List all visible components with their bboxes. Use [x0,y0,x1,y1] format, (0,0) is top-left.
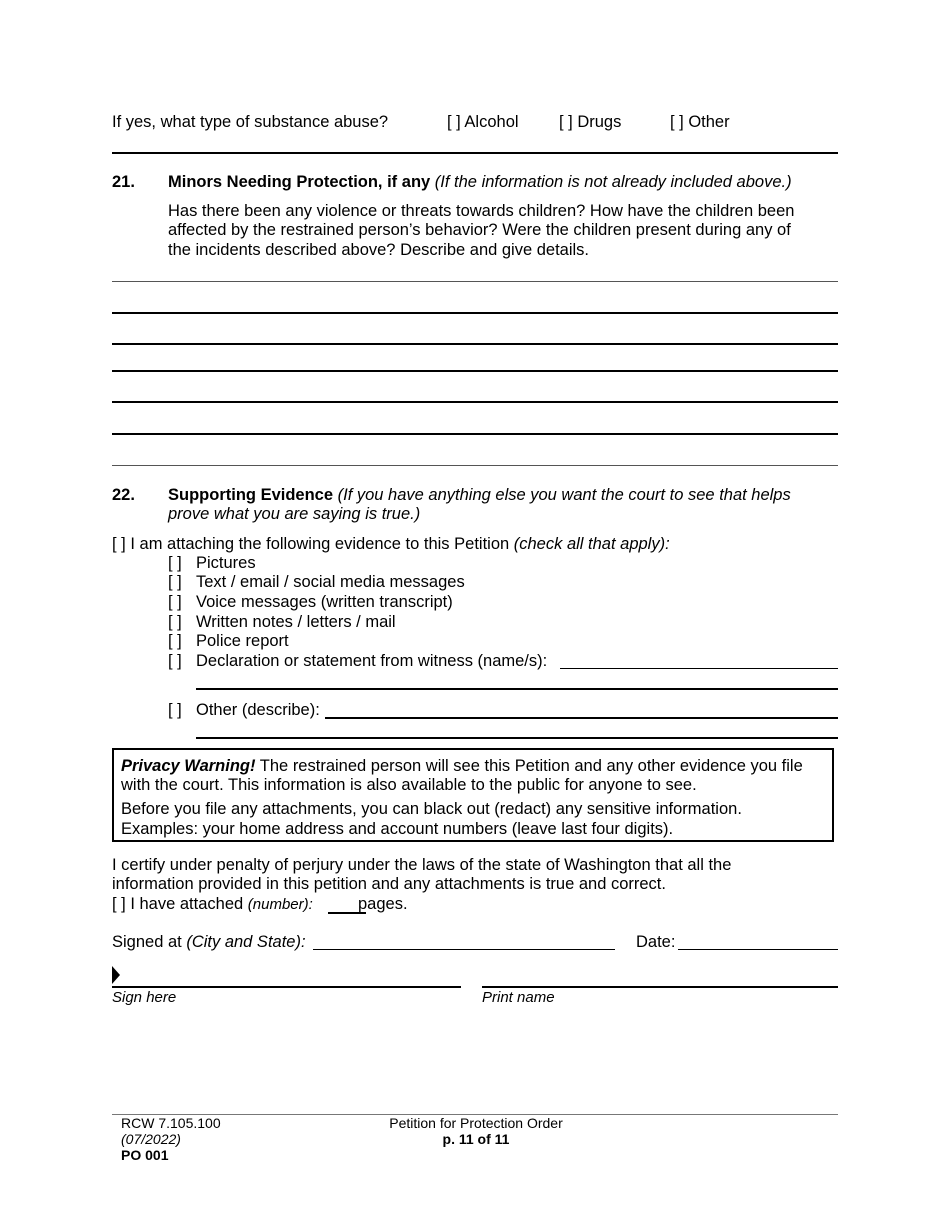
evidence-item-label: Written notes / letters / mail [196,613,396,631]
evidence-checkbox[interactable]: [ ] [168,652,182,670]
sign-arrow-icon [112,966,122,986]
date-field[interactable] [678,949,838,950]
footer-rcw: RCW 7.105.100 [121,1115,221,1131]
signed-at-label: Signed at [112,933,182,951]
attach-evidence-checkbox[interactable]: [ ] [112,535,126,553]
evidence-item-label: Pictures [196,554,256,572]
privacy-warning-text: The restrained person will see this Petition and any other evidence you file [259,757,803,775]
attached-pages-checkbox[interactable]: [ ] I have attached [112,895,244,913]
evidence-checkbox[interactable]: [ ] [168,573,182,591]
section21-heading [168,172,792,192]
evidence-checkbox[interactable]: [ ] [168,554,182,572]
footer-form-id: PO 001 [121,1147,169,1163]
evidence-item-label: Police report [196,632,289,650]
evidence-checkbox[interactable]: [ ] [168,632,182,650]
section22-heading [168,485,791,505]
city-state-field[interactable] [313,949,615,950]
answer-line[interactable] [112,370,838,372]
section22-title: Supporting Evidence [168,486,334,504]
date-label: Date: [636,933,676,951]
evidence-checkbox[interactable]: [ ] [168,613,182,631]
certify-line: I certify under penalty of perjury under the laws of the state of Washington that all the [112,856,732,874]
answer-line[interactable] [112,281,838,282]
witness-name-field-cont[interactable] [196,688,838,690]
attach-evidence-row [112,534,670,554]
signed-at-note: (City and State): [186,933,306,951]
other-substance-checkbox[interactable]: [ ] Other [670,113,730,131]
section22-number: 22. [112,486,135,504]
attached-pages-number-field[interactable] [328,912,366,914]
section21-title-note: (If the information is not already included above.) [434,173,792,191]
privacy-warning-line: Examples: your home address and account numbers (leave last four digits). [121,820,674,838]
section21-title: Minors Needing Protection, if any [168,173,431,191]
evidence-item-label: Voice messages (written transcript) [196,593,453,611]
evidence-item-label: Text / email / social media messages [196,573,465,591]
section21-body-line: Has there been any violence or threats towards children? How have the children been [168,202,795,220]
section22-title-note: (If you have anything else you want the court to see that helps [337,486,791,504]
section21-body-line: the incidents described above? Describe and give details. [168,241,590,259]
privacy-warning-line [121,756,803,776]
footer-form-title: Petition for Protection Order [389,1115,563,1131]
evidence-checkbox[interactable]: [ ] [168,701,182,719]
privacy-warning-label: Privacy Warning! [121,757,256,775]
print-name-label: Print name [482,989,555,1006]
evidence-item-label: Declaration or statement from witness (name/s): [196,652,548,670]
footer-date: (07/2022) [121,1131,181,1147]
footer-page-number: p. 11 of 11 [442,1131,510,1147]
attached-pages-note: (number): [247,896,313,913]
witness-name-field[interactable] [560,668,838,669]
attached-pages-suffix: pages. [357,895,408,913]
alcohol-checkbox[interactable]: [ ] Alcohol [447,113,519,131]
attach-evidence-label: I am attaching the following evidence to this Petition [130,535,510,553]
drugs-checkbox[interactable]: [ ] Drugs [559,113,622,131]
substance-question: If yes, what type of substance abuse? [112,113,389,131]
privacy-warning-line: Before you file any attachments, you can black out (redact) any sensitive information. [121,800,742,818]
answer-line[interactable] [112,343,838,345]
section-divider [112,152,838,154]
section21-body-line: affected by the restrained person’s behavior? Were the children present during any of [168,221,791,239]
certify-line: information provided in this petition and any attachments is true and correct. [112,875,666,893]
section22-title-note-line2: prove what you are saying is true.) [168,505,421,523]
privacy-warning-line: with the court. This information is also available to the public for anyone to see. [121,776,697,794]
answer-line[interactable] [112,465,838,466]
answer-line[interactable] [112,312,838,314]
section21-number: 21. [112,173,135,191]
other-describe-field-cont[interactable] [196,737,838,739]
sign-here-label: Sign here [112,989,177,1006]
attach-evidence-note: (check all that apply): [513,535,670,553]
other-describe-field[interactable] [325,717,838,719]
answer-line[interactable] [112,433,838,435]
evidence-checkbox[interactable]: [ ] [168,593,182,611]
signed-at-row [112,932,306,952]
evidence-item-label: Other (describe): [196,701,320,719]
section22-title-note-cont [168,504,420,524]
answer-line[interactable] [112,401,838,403]
